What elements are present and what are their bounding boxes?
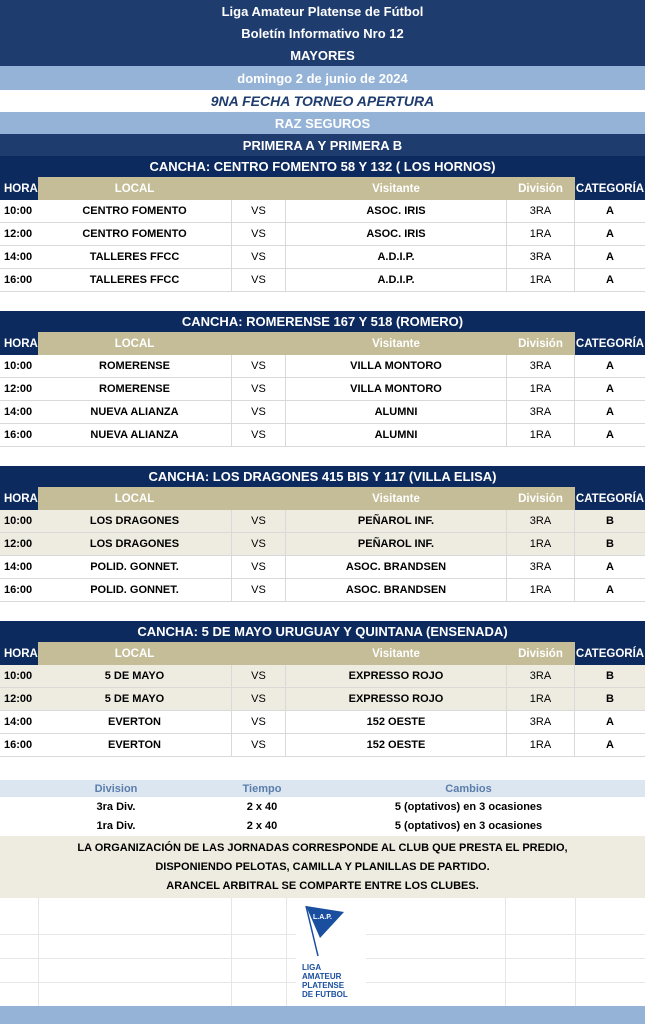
sponsor-band: RAZ SEGUROS	[0, 112, 645, 134]
match-row	[0, 711, 645, 734]
match-vs: VS	[231, 711, 286, 733]
match-time: 10:00	[4, 515, 33, 527]
match-row	[0, 665, 645, 688]
match-division: 1RA	[506, 424, 575, 446]
round-band: 9NA FECHA TORNEO APERTURA	[0, 90, 645, 112]
league-logo	[296, 902, 366, 1006]
match-time: 14:00	[4, 406, 33, 418]
match-time: 10:00	[4, 670, 33, 682]
venue-table	[0, 642, 645, 757]
logo-name	[296, 963, 366, 999]
match-away: ASOC. BRANDSEN	[345, 561, 447, 573]
match-category: A	[606, 561, 614, 573]
match-time: 10:00	[4, 360, 33, 372]
match-row	[0, 510, 645, 533]
match-time: 12:00	[4, 693, 33, 705]
match-row	[0, 223, 645, 246]
date-band: domingo 2 de junio de 2024	[0, 66, 645, 90]
match-row	[0, 533, 645, 556]
match-category: B	[606, 538, 614, 550]
header-vs	[231, 487, 286, 510]
table-header	[0, 332, 645, 355]
match-division: 3RA	[506, 246, 575, 268]
flag-icon	[296, 902, 366, 958]
logo-line: PLATENSE	[302, 981, 345, 990]
header-categoria: CATEGORÍA	[575, 332, 645, 355]
match-time: 12:00	[4, 383, 33, 395]
match-vs: VS	[231, 246, 286, 268]
match-away: VILLA MONTORO	[350, 360, 442, 372]
rules-tiempo: 2 x 40	[246, 800, 278, 813]
match-division: 3RA	[506, 355, 575, 377]
match-division: 3RA	[506, 200, 575, 222]
match-row	[0, 424, 645, 447]
match-home: NUEVA ALIANZA	[90, 406, 179, 418]
header-division: División	[506, 642, 575, 665]
match-home: LOS DRAGONES	[89, 538, 180, 550]
match-away: ASOC. IRIS	[366, 228, 426, 240]
match-home: 5 DE MAYO	[104, 693, 165, 705]
match-category: A	[606, 360, 614, 372]
match-category: B	[606, 693, 614, 705]
venue-title: CANCHA: ROMERENSE 167 Y 518 (ROMERO)	[0, 311, 645, 332]
header-visitante: Visitante	[286, 177, 506, 200]
match-vs: VS	[231, 665, 286, 687]
header-visitante: Visitante	[286, 487, 506, 510]
header-division: División	[506, 487, 575, 510]
match-home: ROMERENSE	[99, 360, 170, 372]
match-division: 1RA	[506, 533, 575, 555]
match-division: 1RA	[506, 223, 575, 245]
header-local: LOCAL	[38, 177, 231, 200]
match-home: EVERTON	[108, 739, 161, 751]
venue-title: CANCHA: CENTRO FOMENTO 58 Y 132 ( LOS HORNOS)	[0, 156, 645, 177]
header-hora: HORA	[0, 642, 38, 665]
match-category: A	[606, 251, 614, 263]
rules-row	[0, 797, 645, 817]
match-row	[0, 378, 645, 401]
match-category: A	[606, 205, 614, 217]
match-home: NUEVA ALIANZA	[90, 429, 179, 441]
header-division: División	[506, 332, 575, 355]
match-vs: VS	[231, 688, 286, 710]
match-home: CENTRO FOMENTO	[82, 228, 187, 240]
match-time: 16:00	[4, 429, 33, 441]
match-away: A.D.I.P.	[377, 251, 415, 263]
header-visitante: Visitante	[286, 642, 506, 665]
header-visitante: Visitante	[286, 332, 506, 355]
rules-cambios: 5 (optativos) en 3 ocasiones	[394, 800, 543, 813]
logo-area	[0, 898, 645, 1006]
match-away: 152 OESTE	[366, 716, 426, 728]
header-categoria: CATEGORÍA	[575, 177, 645, 200]
rules-division: 1ra Div.	[96, 819, 136, 832]
match-away: ASOC. IRIS	[366, 205, 426, 217]
header-local: LOCAL	[38, 487, 231, 510]
match-row	[0, 688, 645, 711]
header-categoria: CATEGORÍA	[575, 642, 645, 665]
match-vs: VS	[231, 355, 286, 377]
header-vs	[231, 177, 286, 200]
venue-title: CANCHA: 5 DE MAYO URUGUAY Y QUINTANA (ENSENADA)	[0, 621, 645, 642]
match-vs: VS	[231, 223, 286, 245]
logo-line: AMATEUR	[302, 972, 342, 981]
match-category: B	[606, 515, 614, 527]
match-home: ROMERENSE	[99, 383, 170, 395]
header-local: LOCAL	[38, 332, 231, 355]
header-categoria: CATEGORÍA	[575, 487, 645, 510]
match-away: EXPRESSO ROJO	[348, 693, 444, 705]
match-row	[0, 355, 645, 378]
header-local: LOCAL	[38, 642, 231, 665]
logo-line: DE FUTBOL	[302, 990, 348, 999]
league-title: Liga Amateur Platense de Fútbol	[0, 0, 645, 22]
match-division: 3RA	[506, 401, 575, 423]
rules-cambios: 5 (optativos) en 3 ocasiones	[394, 819, 543, 832]
rules-header-cambios: Cambios	[445, 782, 492, 795]
match-division: 1RA	[506, 579, 575, 601]
match-row	[0, 556, 645, 579]
match-time: 12:00	[4, 228, 33, 240]
match-time: 16:00	[4, 739, 33, 751]
match-row	[0, 734, 645, 757]
header-division: División	[506, 177, 575, 200]
match-category: A	[606, 274, 614, 286]
match-away: PEÑAROL INF.	[357, 515, 435, 527]
table-header	[0, 642, 645, 665]
match-row	[0, 246, 645, 269]
match-division: 3RA	[506, 510, 575, 532]
category-title: MAYORES	[0, 44, 645, 66]
rules-division: 3ra Div.	[96, 800, 136, 813]
match-division: 1RA	[506, 378, 575, 400]
match-vs: VS	[231, 424, 286, 446]
match-away: PEÑAROL INF.	[357, 538, 435, 550]
match-time: 16:00	[4, 584, 33, 596]
match-division: 3RA	[506, 665, 575, 687]
match-category: A	[606, 228, 614, 240]
match-category: A	[606, 383, 614, 395]
match-category: A	[606, 406, 614, 418]
organization-notice	[0, 836, 645, 898]
match-home: CENTRO FOMENTO	[82, 205, 187, 217]
match-vs: VS	[231, 200, 286, 222]
match-home: LOS DRAGONES	[89, 515, 180, 527]
match-category: A	[606, 429, 614, 441]
match-time: 12:00	[4, 538, 33, 550]
rules-header-division: Division	[94, 782, 138, 795]
logo-line: LIGA	[302, 963, 322, 972]
match-division: 1RA	[506, 734, 575, 756]
header-hora: HORA	[0, 332, 38, 355]
match-row	[0, 579, 645, 602]
match-away: ALUMNI	[374, 406, 418, 418]
match-time: 14:00	[4, 251, 33, 263]
match-division: 3RA	[506, 556, 575, 578]
match-time: 16:00	[4, 274, 33, 286]
match-home: POLID. GONNET.	[90, 561, 179, 573]
notice-line: LA ORGANIZACIÓN DE LAS JORNADAS CORRESPONDE AL CLUB QUE PRESTA EL PREDIO,	[77, 841, 568, 854]
match-category: B	[606, 670, 614, 682]
match-vs: VS	[231, 378, 286, 400]
match-division: 3RA	[506, 711, 575, 733]
match-vs: VS	[231, 401, 286, 423]
rules-header-tiempo: Tiempo	[242, 782, 282, 795]
venue-table	[0, 487, 645, 602]
footer-band	[0, 1006, 645, 1024]
match-division: 1RA	[506, 688, 575, 710]
match-row	[0, 200, 645, 223]
match-vs: VS	[231, 556, 286, 578]
match-category: A	[606, 716, 614, 728]
match-vs: VS	[231, 510, 286, 532]
venue-table	[0, 332, 645, 447]
match-home: 5 DE MAYO	[104, 670, 165, 682]
header-hora: HORA	[0, 487, 38, 510]
match-away: A.D.I.P.	[377, 274, 415, 286]
match-away: EXPRESSO ROJO	[348, 670, 444, 682]
match-time: 14:00	[4, 716, 33, 728]
match-category: A	[606, 739, 614, 751]
match-time: 14:00	[4, 561, 33, 573]
match-division: 1RA	[506, 269, 575, 291]
notice-line: DISPONIENDO PELOTAS, CAMILLA Y PLANILLAS DE PARTIDO.	[155, 860, 490, 873]
match-vs: VS	[231, 269, 286, 291]
bulletin-title: Boletín Informativo Nro 12	[0, 22, 645, 44]
header-vs	[231, 642, 286, 665]
match-away: ALUMNI	[374, 429, 418, 441]
table-header	[0, 177, 645, 200]
match-time: 10:00	[4, 205, 33, 217]
match-category: A	[606, 584, 614, 596]
header-hora: HORA	[0, 177, 38, 200]
logo-flag-text: L.A.P.	[313, 914, 332, 921]
match-row	[0, 269, 645, 292]
rules-tiempo: 2 x 40	[246, 819, 278, 832]
match-away: 152 OESTE	[366, 739, 426, 751]
match-vs: VS	[231, 533, 286, 555]
notice-line: ARANCEL ARBITRAL SE COMPARTE ENTRE LOS CLUBES.	[166, 879, 479, 892]
table-header	[0, 487, 645, 510]
match-vs: VS	[231, 579, 286, 601]
match-away: VILLA MONTORO	[350, 383, 442, 395]
match-home: TALLERES FFCC	[89, 274, 180, 286]
match-home: EVERTON	[108, 716, 161, 728]
venue-title: CANCHA: LOS DRAGONES 415 BIS Y 117 (VILLA ELISA)	[0, 466, 645, 487]
match-away: ASOC. BRANDSEN	[345, 584, 447, 596]
match-home: TALLERES FFCC	[89, 251, 180, 263]
match-row	[0, 401, 645, 424]
header-vs	[231, 332, 286, 355]
venue-table	[0, 177, 645, 292]
rules-row	[0, 816, 645, 835]
match-home: POLID. GONNET.	[90, 584, 179, 596]
match-vs: VS	[231, 734, 286, 756]
rules-header	[0, 780, 645, 797]
division-band: PRIMERA A Y PRIMERA B	[0, 134, 645, 156]
